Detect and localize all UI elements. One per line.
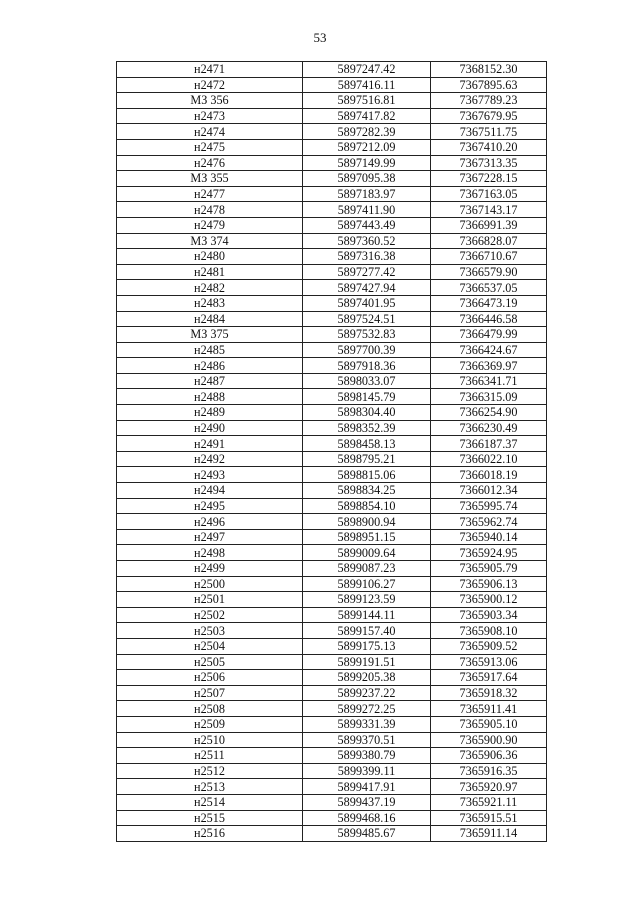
table-row [117, 685, 547, 701]
y-coordinate-cell: 7367410.20 [431, 139, 547, 155]
x-coordinate-cell: 5897524.51 [303, 311, 431, 327]
x-coordinate-cell: 5899485.67 [303, 826, 431, 842]
x-coordinate-cell: 5899380.79 [303, 748, 431, 764]
point-id-cell: н2511 [117, 748, 303, 764]
point-id-cell: н2480 [117, 249, 303, 265]
x-coordinate-cell: 5899370.51 [303, 732, 431, 748]
table-row [117, 124, 547, 140]
y-coordinate-cell: 7365918.32 [431, 685, 547, 701]
y-coordinate-cell: 7367163.05 [431, 186, 547, 202]
table-row [117, 826, 547, 842]
y-coordinate-cell: 7366446.58 [431, 311, 547, 327]
table-row [117, 810, 547, 826]
y-coordinate-cell: 7365906.13 [431, 576, 547, 592]
y-coordinate-cell: 7366230.49 [431, 420, 547, 436]
table-row [117, 327, 547, 343]
y-coordinate-cell: 7365911.41 [431, 701, 547, 717]
y-coordinate-cell: 7366991.39 [431, 217, 547, 233]
x-coordinate-cell: 5899237.22 [303, 685, 431, 701]
table-row [117, 545, 547, 561]
x-coordinate-cell: 5897443.49 [303, 217, 431, 233]
x-coordinate-cell: 5899157.40 [303, 623, 431, 639]
x-coordinate-cell: 5897427.94 [303, 280, 431, 296]
x-coordinate-cell: 5899331.39 [303, 716, 431, 732]
table-row [117, 763, 547, 779]
y-coordinate-cell: 7366424.67 [431, 342, 547, 358]
y-coordinate-cell: 7366710.67 [431, 249, 547, 265]
point-id-cell: МЗ 374 [117, 233, 303, 249]
x-coordinate-cell: 5898951.15 [303, 529, 431, 545]
point-id-cell: н2516 [117, 826, 303, 842]
y-coordinate-cell: 7368152.30 [431, 62, 547, 78]
x-coordinate-cell: 5899468.16 [303, 810, 431, 826]
x-coordinate-cell: 5899437.19 [303, 794, 431, 810]
y-coordinate-cell: 7367679.95 [431, 108, 547, 124]
point-id-cell: н2486 [117, 358, 303, 374]
table-row [117, 638, 547, 654]
table-row [117, 779, 547, 795]
point-id-cell: н2475 [117, 139, 303, 155]
table-row [117, 264, 547, 280]
x-coordinate-cell: 5897700.39 [303, 342, 431, 358]
x-coordinate-cell: 5899417.91 [303, 779, 431, 795]
y-coordinate-cell: 7365905.79 [431, 561, 547, 577]
x-coordinate-cell: 5897316.38 [303, 249, 431, 265]
x-coordinate-cell: 5897360.52 [303, 233, 431, 249]
x-coordinate-cell: 5899144.11 [303, 607, 431, 623]
x-coordinate-cell: 5899009.64 [303, 545, 431, 561]
coordinates-table [116, 61, 547, 842]
y-coordinate-cell: 7365900.90 [431, 732, 547, 748]
x-coordinate-cell: 5898033.07 [303, 373, 431, 389]
point-id-cell: н2503 [117, 623, 303, 639]
x-coordinate-cell: 5897183.97 [303, 186, 431, 202]
point-id-cell: н2485 [117, 342, 303, 358]
point-id-cell: н2498 [117, 545, 303, 561]
table-row [117, 701, 547, 717]
x-coordinate-cell: 5898854.10 [303, 498, 431, 514]
y-coordinate-cell: 7367895.63 [431, 77, 547, 93]
point-id-cell: н2473 [117, 108, 303, 124]
y-coordinate-cell: 7366579.90 [431, 264, 547, 280]
x-coordinate-cell: 5898304.40 [303, 405, 431, 421]
table-row [117, 233, 547, 249]
point-id-cell: н2501 [117, 592, 303, 608]
table-row [117, 62, 547, 78]
y-coordinate-cell: 7365905.10 [431, 716, 547, 732]
point-id-cell: н2499 [117, 561, 303, 577]
point-id-cell: н2496 [117, 514, 303, 530]
x-coordinate-cell: 5898815.06 [303, 467, 431, 483]
table-row [117, 514, 547, 530]
y-coordinate-cell: 7366828.07 [431, 233, 547, 249]
point-id-cell: н2512 [117, 763, 303, 779]
x-coordinate-cell: 5898834.25 [303, 483, 431, 499]
point-id-cell: н2504 [117, 638, 303, 654]
table-row [117, 467, 547, 483]
y-coordinate-cell: 7367789.23 [431, 93, 547, 109]
table-row [117, 451, 547, 467]
x-coordinate-cell: 5897277.42 [303, 264, 431, 280]
y-coordinate-cell: 7365909.52 [431, 638, 547, 654]
point-id-cell: н2476 [117, 155, 303, 171]
point-id-cell: н2508 [117, 701, 303, 717]
table-row [117, 342, 547, 358]
table-row [117, 732, 547, 748]
x-coordinate-cell: 5899106.27 [303, 576, 431, 592]
point-id-cell: н2489 [117, 405, 303, 421]
point-id-cell: МЗ 355 [117, 171, 303, 187]
y-coordinate-cell: 7365911.14 [431, 826, 547, 842]
x-coordinate-cell: 5897411.90 [303, 202, 431, 218]
point-id-cell: н2478 [117, 202, 303, 218]
y-coordinate-cell: 7366341.71 [431, 373, 547, 389]
point-id-cell: н2474 [117, 124, 303, 140]
table-row [117, 280, 547, 296]
y-coordinate-cell: 7365908.10 [431, 623, 547, 639]
x-coordinate-cell: 5897282.39 [303, 124, 431, 140]
table-row [117, 186, 547, 202]
y-coordinate-cell: 7367143.17 [431, 202, 547, 218]
point-id-cell: н2509 [117, 716, 303, 732]
x-coordinate-cell: 5897247.42 [303, 62, 431, 78]
table-row [117, 202, 547, 218]
y-coordinate-cell: 7365916.35 [431, 763, 547, 779]
table-row [117, 108, 547, 124]
coordinates-table-body [117, 62, 547, 842]
point-id-cell: н2484 [117, 311, 303, 327]
point-id-cell: н2510 [117, 732, 303, 748]
x-coordinate-cell: 5897417.82 [303, 108, 431, 124]
table-row [117, 373, 547, 389]
point-id-cell: МЗ 356 [117, 93, 303, 109]
y-coordinate-cell: 7365995.74 [431, 498, 547, 514]
point-id-cell: н2513 [117, 779, 303, 795]
point-id-cell: н2471 [117, 62, 303, 78]
x-coordinate-cell: 5899123.59 [303, 592, 431, 608]
y-coordinate-cell: 7366012.34 [431, 483, 547, 499]
table-row [117, 561, 547, 577]
y-coordinate-cell: 7366254.90 [431, 405, 547, 421]
x-coordinate-cell: 5899272.25 [303, 701, 431, 717]
y-coordinate-cell: 7365921.11 [431, 794, 547, 810]
point-id-cell: н2487 [117, 373, 303, 389]
point-id-cell: н2497 [117, 529, 303, 545]
table-row [117, 483, 547, 499]
table-row [117, 93, 547, 109]
y-coordinate-cell: 7366473.19 [431, 295, 547, 311]
x-coordinate-cell: 5897918.36 [303, 358, 431, 374]
y-coordinate-cell: 7365906.36 [431, 748, 547, 764]
table-row [117, 716, 547, 732]
y-coordinate-cell: 7366187.37 [431, 436, 547, 452]
point-id-cell: н2482 [117, 280, 303, 296]
y-coordinate-cell: 7365903.34 [431, 607, 547, 623]
y-coordinate-cell: 7366369.97 [431, 358, 547, 374]
table-row [117, 607, 547, 623]
y-coordinate-cell: 7366315.09 [431, 389, 547, 405]
y-coordinate-cell: 7367228.15 [431, 171, 547, 187]
point-id-cell: н2491 [117, 436, 303, 452]
x-coordinate-cell: 5897149.99 [303, 155, 431, 171]
point-id-cell: н2488 [117, 389, 303, 405]
point-id-cell: н2502 [117, 607, 303, 623]
point-id-cell: МЗ 375 [117, 327, 303, 343]
point-id-cell: н2507 [117, 685, 303, 701]
table-row [117, 405, 547, 421]
table-row [117, 155, 547, 171]
point-id-cell: н2494 [117, 483, 303, 499]
x-coordinate-cell: 5897212.09 [303, 139, 431, 155]
point-id-cell: н2477 [117, 186, 303, 202]
y-coordinate-cell: 7365900.12 [431, 592, 547, 608]
x-coordinate-cell: 5899087.23 [303, 561, 431, 577]
point-id-cell: н2514 [117, 794, 303, 810]
point-id-cell: н2493 [117, 467, 303, 483]
table-row [117, 217, 547, 233]
table-row [117, 77, 547, 93]
point-id-cell: н2495 [117, 498, 303, 514]
point-id-cell: н2500 [117, 576, 303, 592]
x-coordinate-cell: 5898795.21 [303, 451, 431, 467]
x-coordinate-cell: 5899399.11 [303, 763, 431, 779]
point-id-cell: н2490 [117, 420, 303, 436]
table-row [117, 436, 547, 452]
y-coordinate-cell: 7365924.95 [431, 545, 547, 561]
x-coordinate-cell: 5899205.38 [303, 670, 431, 686]
table-row [117, 420, 547, 436]
point-id-cell: н2505 [117, 654, 303, 670]
table-row [117, 592, 547, 608]
point-id-cell: н2472 [117, 77, 303, 93]
x-coordinate-cell: 5897416.11 [303, 77, 431, 93]
y-coordinate-cell: 7365962.74 [431, 514, 547, 530]
table-row [117, 139, 547, 155]
table-row [117, 623, 547, 639]
table-row [117, 389, 547, 405]
table-row [117, 295, 547, 311]
table-row [117, 171, 547, 187]
x-coordinate-cell: 5897532.83 [303, 327, 431, 343]
y-coordinate-cell: 7365917.64 [431, 670, 547, 686]
table-row [117, 670, 547, 686]
x-coordinate-cell: 5899175.13 [303, 638, 431, 654]
x-coordinate-cell: 5897095.38 [303, 171, 431, 187]
x-coordinate-cell: 5898145.79 [303, 389, 431, 405]
x-coordinate-cell: 5898458.13 [303, 436, 431, 452]
point-id-cell: н2479 [117, 217, 303, 233]
y-coordinate-cell: 7366022.10 [431, 451, 547, 467]
y-coordinate-cell: 7366479.99 [431, 327, 547, 343]
y-coordinate-cell: 7366018.19 [431, 467, 547, 483]
point-id-cell: н2481 [117, 264, 303, 280]
x-coordinate-cell: 5898352.39 [303, 420, 431, 436]
table-row [117, 529, 547, 545]
y-coordinate-cell: 7366537.05 [431, 280, 547, 296]
x-coordinate-cell: 5898900.94 [303, 514, 431, 530]
x-coordinate-cell: 5897516.81 [303, 93, 431, 109]
y-coordinate-cell: 7365940.14 [431, 529, 547, 545]
table-row [117, 576, 547, 592]
table-row [117, 311, 547, 327]
point-id-cell: н2515 [117, 810, 303, 826]
page-number: 53 [313, 30, 327, 45]
table-row [117, 358, 547, 374]
y-coordinate-cell: 7367313.35 [431, 155, 547, 171]
y-coordinate-cell: 7367511.75 [431, 124, 547, 140]
x-coordinate-cell: 5897401.95 [303, 295, 431, 311]
point-id-cell: н2492 [117, 451, 303, 467]
table-row [117, 654, 547, 670]
table-row [117, 794, 547, 810]
point-id-cell: н2506 [117, 670, 303, 686]
point-id-cell: н2483 [117, 295, 303, 311]
x-coordinate-cell: 5899191.51 [303, 654, 431, 670]
y-coordinate-cell: 7365920.97 [431, 779, 547, 795]
table-row [117, 748, 547, 764]
y-coordinate-cell: 7365915.51 [431, 810, 547, 826]
table-row [117, 249, 547, 265]
y-coordinate-cell: 7365913.06 [431, 654, 547, 670]
table-row [117, 498, 547, 514]
